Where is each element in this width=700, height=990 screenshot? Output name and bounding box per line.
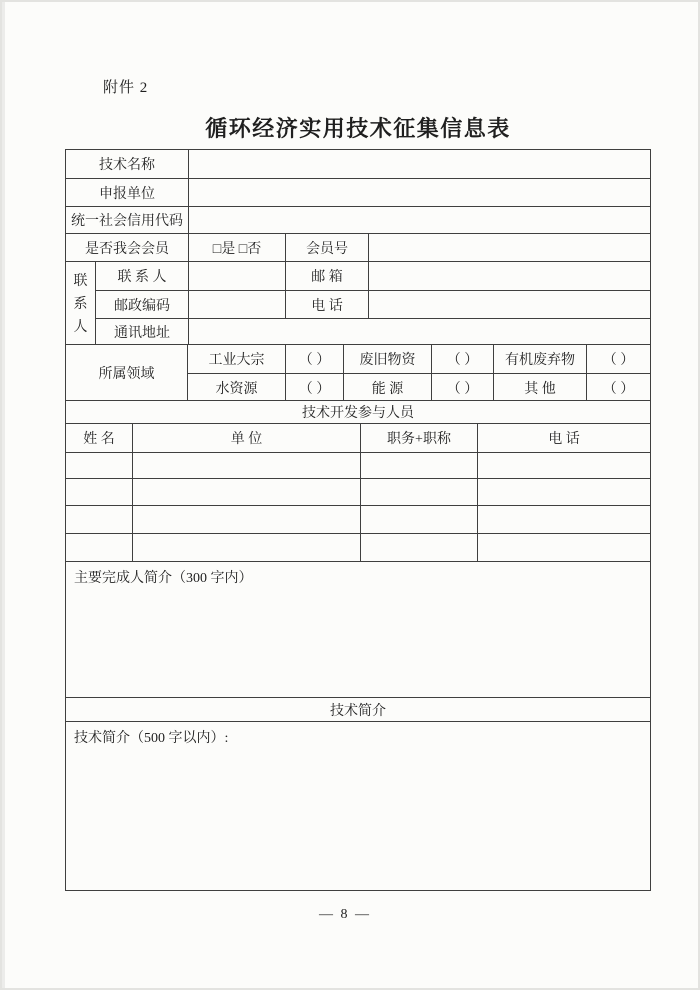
member-options-checkboxes: □是 □否 bbox=[188, 234, 285, 261]
contact-char-2: 系 bbox=[73, 296, 88, 312]
domain-label: 所属领域 bbox=[66, 345, 188, 400]
row-credit-code bbox=[66, 206, 650, 233]
participant-role-cell bbox=[360, 479, 477, 505]
domain-paren-water: （ ） bbox=[285, 374, 343, 401]
participants-header-label: 技术开发参与人员 bbox=[302, 406, 414, 421]
postal-code-value-cell bbox=[188, 291, 285, 318]
domain-paren-organic-waste: （ ） bbox=[586, 345, 650, 373]
domain-paren-industrial: （ ） bbox=[285, 345, 343, 373]
col-name-label: 姓 名 bbox=[83, 432, 115, 447]
domain-field-industrial: 工业大宗 bbox=[208, 353, 265, 368]
participant-role-cell bbox=[360, 506, 477, 533]
form-title: 循环经济实用技术征集信息表 bbox=[205, 116, 511, 141]
domain-field-energy: 能 源 bbox=[343, 374, 431, 401]
attachment-label: 附件 2 bbox=[103, 80, 149, 96]
participant-unit-cell bbox=[132, 534, 360, 561]
form-table bbox=[65, 149, 651, 891]
participant-row-4 bbox=[66, 533, 650, 561]
row-completer-intro bbox=[66, 561, 650, 697]
row-tech-name bbox=[66, 150, 650, 178]
domain-paren-other: （ ） bbox=[586, 374, 650, 401]
participant-unit-cell bbox=[132, 453, 360, 478]
col-phone-label: 电 话 bbox=[477, 424, 650, 452]
participant-phone-cell bbox=[477, 534, 650, 561]
contact-group-label bbox=[66, 262, 96, 344]
participant-row-3 bbox=[66, 505, 650, 533]
participant-name-cell bbox=[66, 479, 132, 505]
col-unit-label: 单 位 bbox=[132, 424, 360, 452]
address-value-cell bbox=[188, 319, 650, 345]
tech-name-label: 技术名称 bbox=[99, 158, 155, 173]
email-label: 邮 箱 bbox=[285, 262, 368, 290]
member-question-label: 是否我会会员 bbox=[85, 241, 169, 257]
member-no-value-cell bbox=[368, 234, 650, 261]
row-tech-intro-header bbox=[66, 697, 650, 721]
domain-field-water: 水资源 bbox=[215, 381, 258, 397]
member-no-label: 会员号 bbox=[285, 234, 368, 261]
completer-intro-label: 主要完成人简介（300 字内） bbox=[74, 571, 253, 586]
postal-code-label: 邮政编码 bbox=[114, 298, 170, 314]
participant-name-cell bbox=[66, 506, 132, 533]
domain-group bbox=[66, 344, 650, 400]
credit-code-label: 统一社会信用代码 bbox=[71, 214, 183, 229]
row-participants-header bbox=[66, 400, 650, 423]
participant-phone-cell bbox=[477, 453, 650, 478]
phone-value-cell bbox=[368, 291, 650, 318]
tech-intro-header-label: 技术简介 bbox=[330, 703, 386, 719]
contact-person-label: 联 系 人 bbox=[117, 270, 167, 285]
domain-paren-energy: （ ） bbox=[431, 374, 493, 401]
row-postal-code bbox=[96, 290, 650, 318]
row-participants-columns bbox=[66, 423, 650, 452]
domain-field-other: 其 他 bbox=[493, 374, 586, 401]
col-role-label: 职务+职称 bbox=[360, 424, 477, 452]
row-contact-person bbox=[96, 262, 650, 290]
participant-unit-cell bbox=[132, 506, 360, 533]
participant-row-2 bbox=[66, 478, 650, 505]
domain-field-waste-materials: 废旧物资 bbox=[343, 345, 431, 373]
tech-name-value-cell bbox=[188, 150, 650, 178]
participant-role-cell bbox=[360, 453, 477, 478]
participant-phone-cell bbox=[477, 479, 650, 505]
credit-code-value-cell bbox=[188, 207, 650, 233]
contact-person-value-cell bbox=[188, 262, 285, 290]
address-label: 通讯地址 bbox=[114, 326, 170, 341]
phone-label: 电 话 bbox=[285, 291, 368, 318]
row-declare-unit bbox=[66, 178, 650, 206]
participant-name-cell bbox=[66, 534, 132, 561]
declare-unit-label: 申报单位 bbox=[99, 186, 155, 202]
row-membership bbox=[66, 233, 650, 261]
participant-unit-cell bbox=[132, 479, 360, 505]
tech-intro-label: 技术简介（500 字以内）: bbox=[74, 731, 229, 746]
contact-char-3: 人 bbox=[73, 320, 88, 336]
domain-paren-waste-materials: （ ） bbox=[431, 345, 493, 373]
row-tech-intro-body bbox=[66, 721, 650, 890]
contact-group bbox=[66, 261, 650, 344]
participant-phone-cell bbox=[477, 506, 650, 533]
email-value-cell bbox=[368, 262, 650, 290]
domain-field-organic-waste: 有机废弃物 bbox=[493, 345, 586, 373]
page-number: — 8 — bbox=[319, 907, 371, 922]
participant-row-1 bbox=[66, 452, 650, 478]
row-address bbox=[96, 318, 650, 345]
row-domain-2 bbox=[188, 373, 650, 401]
participant-role-cell bbox=[360, 534, 477, 561]
declare-unit-value-cell bbox=[188, 179, 650, 206]
contact-char-1: 联 bbox=[73, 273, 88, 289]
participant-name-cell bbox=[66, 453, 132, 478]
row-domain-1 bbox=[188, 345, 650, 373]
